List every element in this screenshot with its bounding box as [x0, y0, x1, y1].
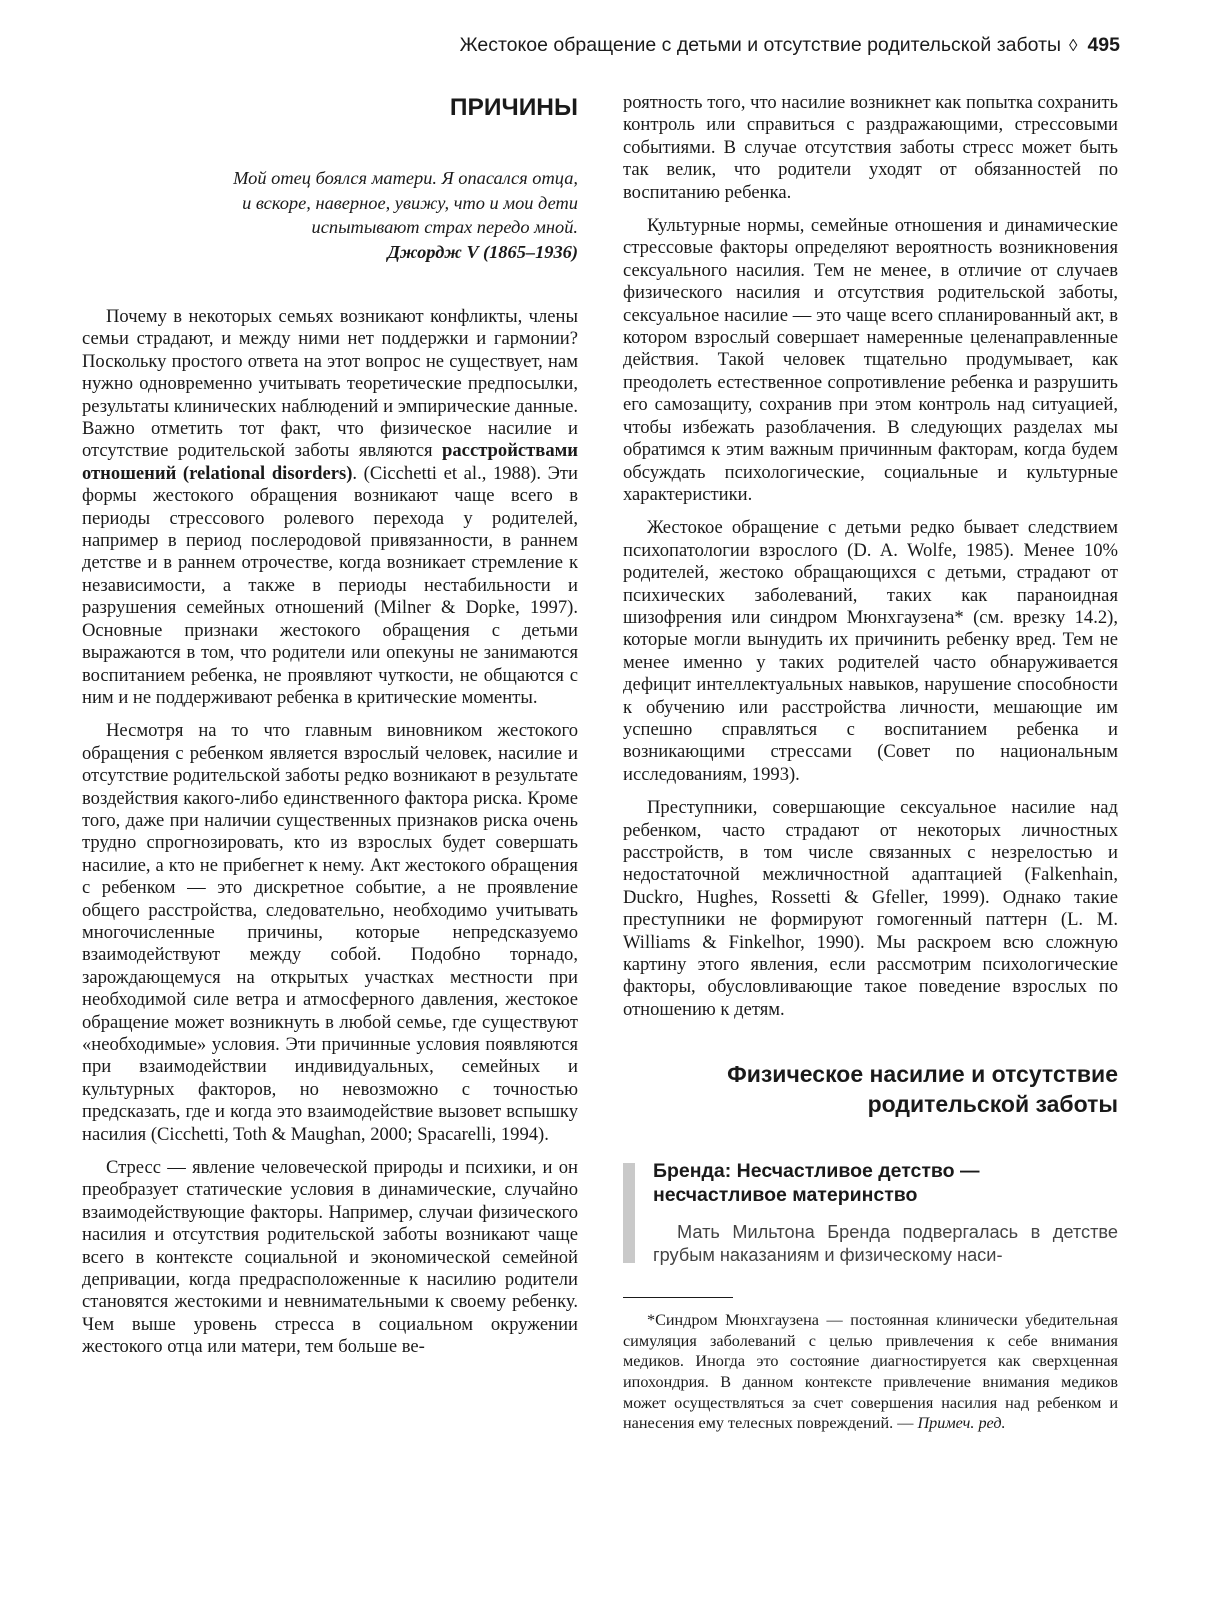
paragraph-text: . (Cicchetti et al., 1988). Эти формы жестокого обращения возникают чаще всего в периоды стрессового ролевого перехода у родителей, например в период послеродовой привязанности, в раннем детстве и в раннем отрочестве, когда возникает стремление к независимости, а также в периоды нестабильности и разрушения семейных отношений (Milner & Dopke, 1997). Основные признаки жестокого обращения с детьми выражаются в том, что родители или опекуны не занимаются воспитанием ребенка, не проявляют чуткости, не общаются с ним и не поддерживают ребенка в критические моменты.: [82, 462, 578, 708]
subsection-heading: Физическое насилие и отсутствие родительской заботы: [727, 1061, 1118, 1118]
footnote-text: *Синдром Мюнхгаузена — постоянная клинически убедительная симуляция заболеваний с целью привлечения к себе внимания медиков. Иногда это состояние диагностируется как сверхценная ипохондрия. В данном контексте привлечение внимания медиков может осуществляться за счет совершения насилия над ребенком и нанесения ему телесных повреждений. —: [623, 1311, 1118, 1433]
case-box-bar: [623, 1163, 635, 1263]
paragraph: Культурные нормы, семейные отношения и динамические стрессовые факторы определяют вероятность возникновения сексуального насилия. Тем не менее, в отличие от случаев физического насилия и отсутствия родительской заботы, сексуальное насилие — это чаще всего спланированный акт, в котором взрослый совершает намеренные целенаправленные действия. Такой человек тщательно продумывает, как преодолеть естественное сопротивление ребенка и разрушить его самозащиту, сохранив при этом контроль над ситуацией, чтобы избежать разоблачения. В следующих разделах мы обратимся к этим важным причинным факторам, когда будем обсуждать психологические, социальные и культурные характеристики.: [623, 215, 1118, 505]
running-header: [380, 34, 1120, 57]
diamond-icon: ◊: [1069, 36, 1078, 55]
paragraph: Стресс — явление человеческой природы и психики, и он преобразует статические условия в динамические, случайно взаимодействующие факторы. Например, случаи физического насилия и отсутствия родительской заботы возникают чаще всего в контексте социальной и экономической семейной депривации, когда предрасположенные к насилию родители становятся жестокими и невнимательными к своему ребенку. Чем выше уровень стресса в социальном окружении жестокого отца или матери, тем больше ве-: [82, 1157, 578, 1358]
case-text: Мать Мильтона Бренда подвергалась в детстве грубым наказаниям и физическому наси-: [653, 1222, 1118, 1266]
paragraph: Жестокое обращение с детьми редко бывает следствием психопатологии взрослого (D. A. Wolfe, 1985). Менее 10% родителей, жестоко обращающихся с детьми, страдают от психических заболеваний, таких как параноидная шизофрения или синдром Мюнхгаузена* (см. врезку 14.2), которые могли вынудить их причинить ребенку вред. Тем не менее именно у таких родителей часто обнаруживается дефицит интеллектуальных навыков, нарушение способности к обучению или расстройства личности, мешающие им успешно справляться с воспитанием ребенка и возникающими стрессами (Совет по национальным исследованиям, 1993).: [623, 517, 1118, 785]
paragraph: роятность того, что насилие возникнет как попытка сохранить контроль или справиться с раздражающими, стрессовыми событиями. В случае отсутствия заботы стресс может быть так велик, что родители уходят от обязанностей по воспитанию ребенка.: [623, 92, 1118, 203]
running-title: Жестокое обращение с детьми и отсутствие родительской заботы: [459, 34, 1062, 56]
right-column: [623, 92, 1118, 1434]
epigraph-author: Джордж V (1865–1936): [387, 241, 578, 262]
paragraph: [82, 306, 578, 709]
section-title: ПРИЧИНЫ: [449, 94, 578, 121]
footnote: [623, 1310, 1118, 1434]
paragraph: Преступники, совершающие сексуальное насилие над ребенком, часто страдают от некоторых личностных расстройств, в том числе связанных с незрелостью и недостаточной межличностной адаптацией (Falkenhain, Duckro, Hughes, Rossetti & Gfeller, 1999). Однако такие преступники не формируют гомогенный паттерн (L. M. Williams & Finkelhor, 1990). Мы раскроем всю сложную картину этого явления, если рассмотрим психологические факторы, обусловливающие такое поведение взрослых по отношению к детям.: [623, 797, 1118, 1020]
case-title: Бренда: Несчастливое детство — несчастливое материнство: [653, 1160, 980, 1207]
epigraph-quote: Мой отец боялся матери. Я опасался отца, и вскоре, наверное, увижу, что и мои дети испытывают страх передо мной.: [233, 168, 578, 237]
footnote-divider: [623, 1297, 733, 1298]
key-term: расстройствами отношений (relational disorders): [82, 440, 579, 484]
paragraph-text: Почему в некоторых семьях возникают конфликты, члены семьи страдают, и между ними нет поддержки и гармонии? Поскольку простого ответа на этот вопрос не существует, нам нужно одновременно учитывать теоретические предпосылки, результаты клинических наблюдений и эмпирические данные. Важно отметить тот факт, что физическое насилие и отсутствие родительской заботы являются: [82, 306, 578, 462]
footnote-note: Примеч. ред.: [917, 1414, 1006, 1433]
paragraph: Несмотря на то что главным виновником жестокого обращения с ребенком является взрослый человек, насилие и отсутствие родительской заботы редко возникают в результате воздействия какого-либо единственного фактора риска. Кроме того, даже при наличии существенных признаков риска очень трудно спрогнозировать, кто из взрослых будет совершать насилие, а кто не прибегнет к нему. Акт жестокого обращения с ребенком — это дискретное событие, а не проявление общего расстройства, следовательно, необходимо учитывать многочисленные причины, которые непредсказуемо взаимодействуют между собой. Подобно торнадо, зарождающемуся на открытых участках местности при необходимой силе ветра и атмосферного давления, жестокое обращение может возникнуть в любой семье, где существуют «необходимые» условия. Эти причинные условия появляются при взаимодействии индивидуальных, семейных и культурных факторов, но невозможно с точностью предсказать, где и когда это взаимодействие вызовет вспышку насилия (Cicchetti, Toth & Maughan, 2000; Spacarelli, 1994).: [82, 720, 578, 1145]
page-number: 495: [1087, 34, 1120, 56]
case-box: [623, 1159, 1118, 1267]
epigraph: [82, 166, 578, 264]
left-column: [82, 92, 578, 1359]
